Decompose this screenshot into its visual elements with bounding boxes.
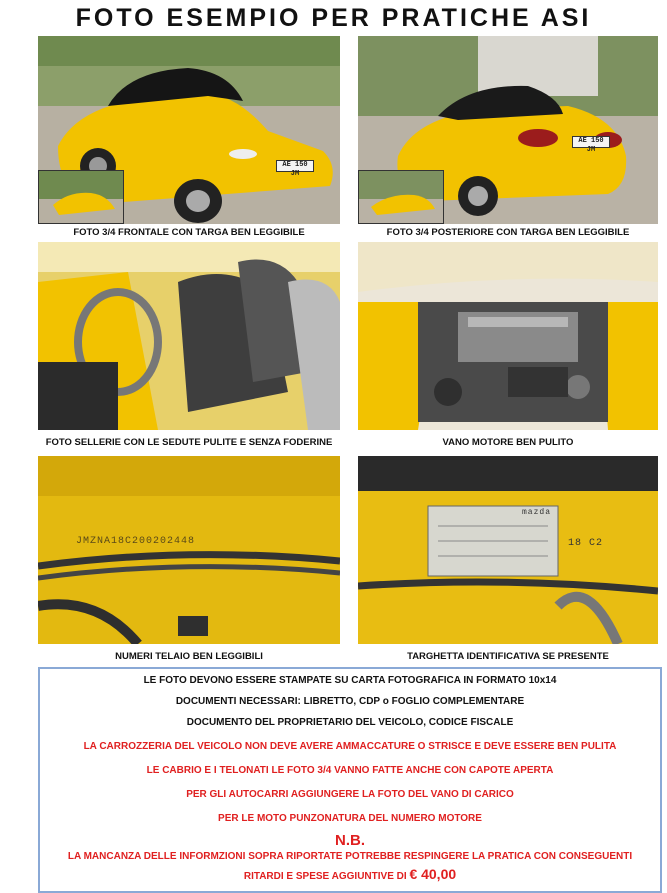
warning-line: LA MANCANZA DELLE INFORMZIONI SOPRA RIPORTATE POTREBBE RESPINGERE LA PRATICA CON CONSEGUENTI [67, 851, 633, 862]
rear-inset-photo [358, 170, 444, 224]
warning-line: LE CABRIO E I TELONATI LE FOTO 3/4 VANNO FATTE ANCHE CON CAPOTE APERTA [146, 765, 554, 776]
chassis-image [38, 456, 340, 644]
chassis-photo-caption: NUMERI TELAIO BEN LEGGIBILI [115, 651, 263, 662]
warning-line: PER GLI AUTOCARRI AGGIUNGERE LA FOTO DEL VANO DI CARICO [186, 789, 514, 800]
front-photo-caption: FOTO 3/4 FRONTALE CON TARGA BEN LEGGIBILE [73, 227, 305, 238]
info-line: DOCUMENTO DEL PROPRIETARIO DEL VEICOLO, CODICE FISCALE [186, 717, 514, 728]
nb-label: N.B. [335, 832, 365, 849]
id-plate-image [358, 456, 658, 644]
requirements-box [38, 667, 662, 893]
price: € 40,00 [409, 866, 457, 882]
info-line: LE FOTO DEVONO ESSERE STAMPATE SU CARTA FOTOGRAFICA IN FORMATO 10x14 [143, 675, 557, 686]
engine-photo-caption: VANO MOTORE BEN PULITO [442, 437, 574, 448]
engine-bay-photo [358, 242, 658, 430]
seats-photo-caption: FOTO SELLERIE CON LE SEDUTE PULITE E SENZA FODERINE [45, 437, 333, 448]
engine-image [358, 242, 658, 430]
id-stamp: 18 C2 [568, 538, 604, 549]
id-plate-photo [358, 456, 658, 644]
front-three-quarter-photo [38, 36, 340, 224]
chassis-number-photo [38, 456, 340, 644]
rear-three-quarter-photo [358, 36, 658, 224]
plate-brand: mazda [522, 508, 552, 517]
chassis-number-stamp: JMZNA18C200202448 [76, 536, 196, 547]
page-title: FOTO ESEMPIO PER PRATICHE ASI [75, 4, 592, 32]
info-line: DOCUMENTI NECESSARI: LIBRETTO, CDP o FOGLIO COMPLEMENTARE [175, 696, 525, 707]
rear-photo-caption: FOTO 3/4 POSTERIORE CON TARGA BEN LEGGIBILE [386, 227, 630, 238]
warning-price-line [40, 866, 660, 882]
id-plate-caption: TARGHETTA IDENTIFICATIVA SE PRESENTE [407, 651, 609, 662]
warning-line: LA CARROZZERIA DEL VEICOLO NON DEVE AVERE AMMACCATURE O STRISCE E DEVE ESSERE BEN PULITA [83, 741, 617, 752]
front-inset-photo [38, 170, 124, 224]
seats-photo [38, 242, 340, 430]
warning-line: RITARDI E SPESE AGGIUNTIVE DI [243, 871, 407, 882]
license-plate: AE 150 JM [572, 136, 610, 148]
license-plate: AE 150 JM [276, 160, 314, 172]
warning-line: PER LE MOTO PUNZONATURA DEL NUMERO MOTORE [218, 813, 482, 824]
seats-image [38, 242, 340, 430]
